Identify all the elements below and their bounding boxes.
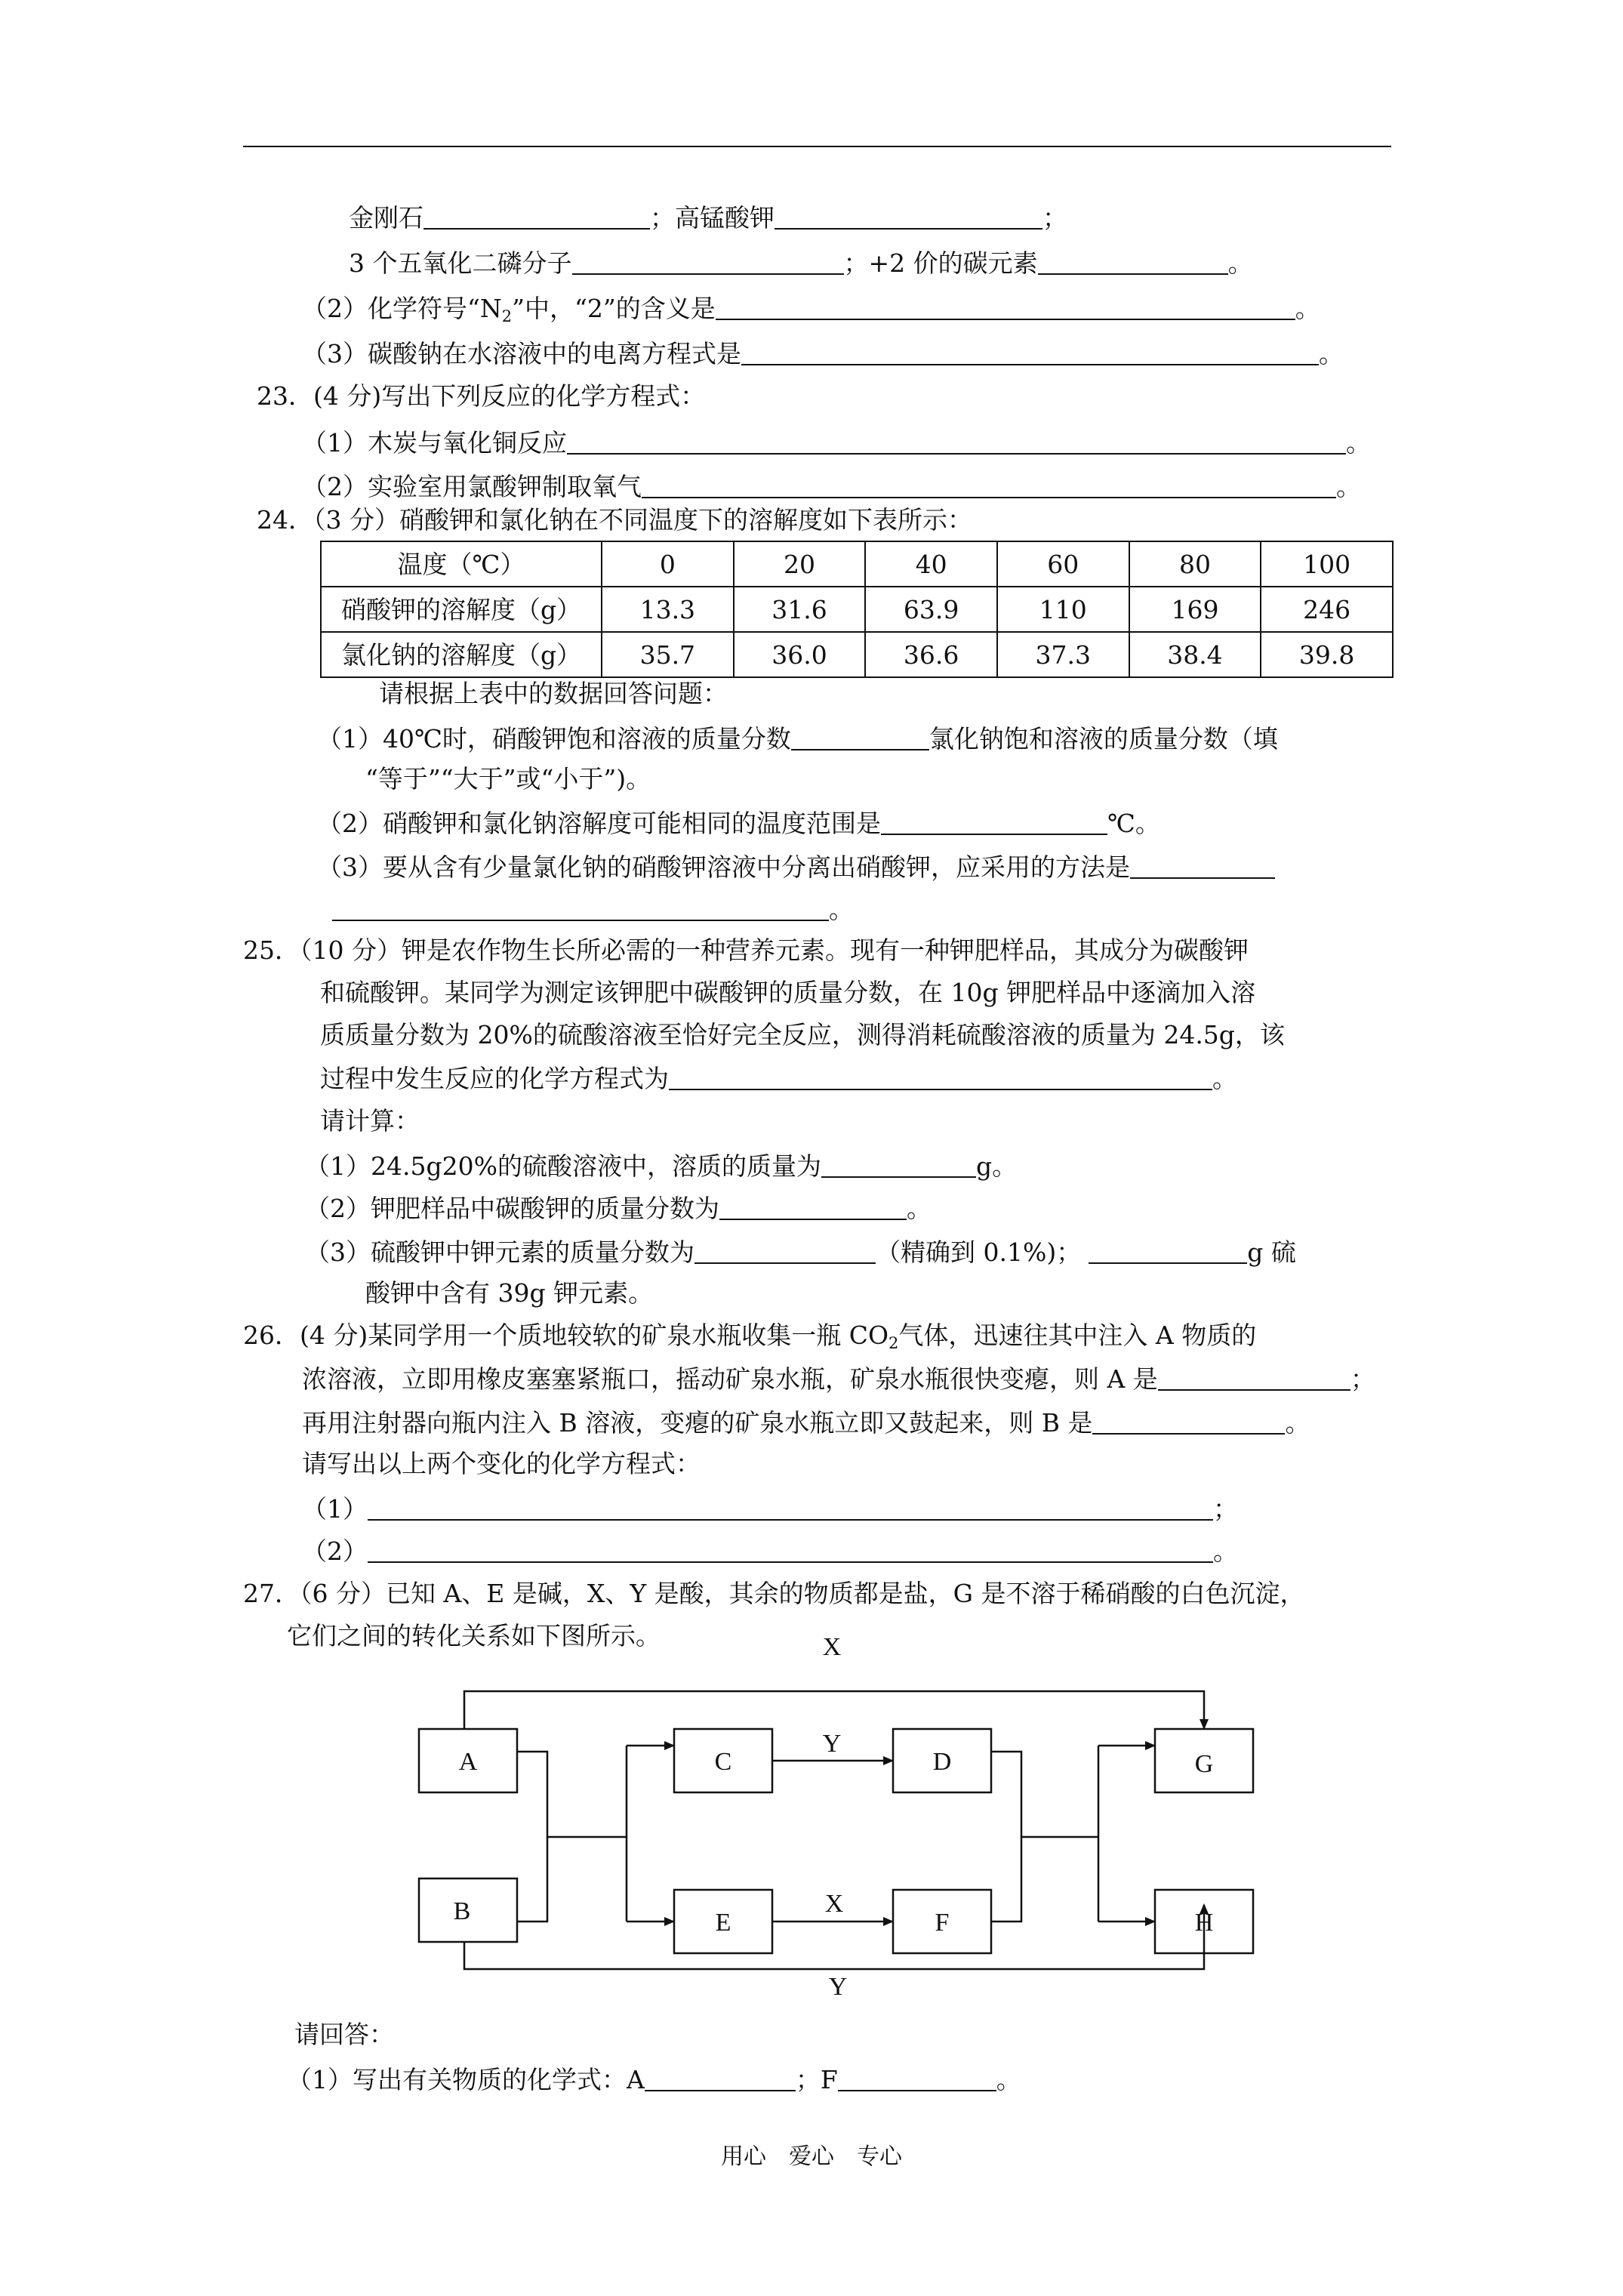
text: （1）24.5g20%的硫酸溶液中，溶质的质量为: [305, 1151, 821, 1181]
table-cell: 温度（℃）: [321, 541, 602, 587]
text: 高锰酸钾: [675, 203, 775, 233]
table-cell: 40: [865, 541, 997, 587]
text: （3）碳酸钠在水溶液中的电离方程式是: [302, 339, 741, 368]
table-cell: 20: [734, 541, 866, 587]
table-cell: 38.4: [1129, 632, 1261, 677]
table-cell: 0: [602, 541, 734, 587]
node-label-a: A: [458, 1748, 478, 1776]
text: 。: [1346, 428, 1371, 458]
node-label-c: C: [714, 1748, 732, 1776]
q25-line3: 质质量分数为 20%的硫酸溶液至恰好完全反应，测得消耗硫酸溶液的质量为 24.5g，该: [320, 1020, 1285, 1049]
table-cell: 35.7: [602, 632, 734, 677]
text: 再用注射器向瓶内注入 B 溶液，变瘪的矿泉水瓶立即又鼓起来，则 B 是: [302, 1408, 1093, 1438]
text: g。: [975, 1151, 1018, 1181]
q25-line1: 25．（10 分）钾是农作物生长所必需的一种营养元素。现有一种钾肥样品，其成分为碳酸钾: [243, 935, 1249, 965]
text: 3 个五氧化二磷分子: [349, 248, 572, 278]
table-cell: 硝酸钾的溶解度（g）: [321, 587, 602, 632]
text: 。: [907, 1194, 932, 1223]
q23-title: 23．(4 分)写出下列反应的化学方程式：: [257, 381, 706, 411]
text: ；: [1350, 1364, 1375, 1394]
text: ；: [1042, 203, 1067, 233]
q27-line1: 27．（6 分）已知 A、E 是碱，X、Y 是酸，其余的物质都是盐，G 是不溶于稀硝酸的白色沉淀，: [243, 1579, 1305, 1608]
text: 。: [1213, 1536, 1238, 1566]
text: （2）实验室用氯酸钾制取氧气: [302, 472, 642, 501]
text: ；F: [795, 2065, 838, 2094]
text: （3）硫酸钾中钾元素的质量分数为: [305, 1237, 694, 1267]
edge-ab-bracket: [517, 1752, 547, 1922]
table-cell: 80: [1129, 541, 1261, 587]
edge-label-c-to-d: Y: [822, 1730, 842, 1758]
node-label-f: F: [935, 1909, 950, 1937]
text: 。: [1227, 248, 1253, 278]
table-cell: 36.0: [734, 632, 866, 677]
q26-line4: 请写出以上两个变化的化学方程式：: [302, 1449, 701, 1478]
answer-blank[interactable]: [645, 2066, 796, 2091]
table-cell: 60: [997, 541, 1129, 587]
edge-label-e-to-f: X: [824, 1890, 844, 1918]
table-cell: 100: [1261, 541, 1393, 587]
text: ”中，“2”的含义是: [512, 294, 716, 323]
node-label-g: G: [1194, 1750, 1214, 1778]
text: 。: [996, 2065, 1021, 2094]
subscript: 2: [888, 1334, 899, 1352]
text: 过程中发生反应的化学方程式为: [320, 1064, 669, 1093]
table-cell: 13.3: [602, 587, 734, 632]
q25-calc-label: 请计算：: [320, 1106, 420, 1136]
text: 氯化钠饱和溶液的质量分数（填: [929, 724, 1278, 754]
text: +2 价的碳元素: [868, 248, 1038, 278]
text: 气体，迅速往其中注入 A 物质的: [898, 1321, 1257, 1350]
table-cell: 169: [1129, 587, 1261, 632]
node-label-b: B: [453, 1897, 471, 1925]
text: （1）写出有关物质的化学式：A: [287, 2065, 645, 2094]
text: 金刚石: [349, 203, 423, 233]
text: （2）: [302, 1536, 368, 1566]
q24-part1-line2: “等于”“大于”或“小于”)。: [365, 764, 651, 794]
q25-line2: 和硫酸钾。某同学为测定该钾肥中碳酸钾的质量分数，在 10g 钾肥样品中逐滴加入溶: [320, 978, 1256, 1007]
text: 。: [1285, 1408, 1310, 1438]
table-cell: 110: [997, 587, 1129, 632]
table-cell: 37.3: [997, 632, 1129, 677]
table-cell: 39.8: [1261, 632, 1393, 677]
text: 。: [1295, 294, 1320, 323]
edge-label-b-to-h: Y: [828, 1973, 848, 2001]
text: ；: [843, 248, 869, 278]
text: g 硫: [1247, 1237, 1296, 1267]
q25-part3-line2: 酸钾中含有 39g 钾元素。: [365, 1278, 654, 1308]
edge-a-to-g: [464, 1691, 1204, 1729]
q24-title: 24．（3 分）硝酸钾和氯化钠在不同温度下的溶解度如下表所示：: [257, 505, 972, 535]
subscript: 2: [501, 307, 513, 325]
text: 。: [1336, 472, 1361, 501]
edge-label-a-to-g: X: [822, 1633, 842, 1661]
text: （2）硝酸钾和氯化钠溶解度可能相同的温度范围是: [317, 809, 881, 838]
text: 浓溶液，立即用橡皮塞塞紧瓶口，摇动矿泉水瓶，矿泉水瓶很快变瘪，则 A 是: [302, 1364, 1158, 1394]
table-cell: 63.9: [865, 587, 997, 632]
text: ；: [650, 203, 675, 233]
answer-blank[interactable]: [838, 2066, 996, 2091]
text: （精确到 0.1%)；: [876, 1237, 1082, 1267]
table-cell: 31.6: [734, 587, 866, 632]
text: ℃。: [1107, 809, 1160, 838]
page-footer: 用心 爱心 专心: [721, 2143, 902, 2170]
q24-intro: 请根据上表中的数据回答问题：: [379, 679, 728, 708]
node-label-e: E: [715, 1909, 731, 1937]
text: 。: [1212, 1064, 1237, 1093]
table-cell: 氯化钠的溶解度（g）: [321, 632, 602, 677]
text: 26．(4 分)某同学用一个质地较软的矿泉水瓶收集一瓶 CO: [243, 1321, 889, 1350]
edge-df-bracket: [991, 1752, 1021, 1922]
table-cell: 246: [1261, 587, 1393, 632]
text: （1）木炭与氧化铜反应: [302, 428, 567, 458]
text: （1）40℃时，硝酸钾饱和溶液的质量分数: [317, 724, 791, 754]
table-cell: 36.6: [865, 632, 997, 677]
text: （1）: [302, 1494, 368, 1524]
q27-answer-intro: 请回答：: [294, 2020, 394, 2049]
text: （2）化学符号“N: [302, 294, 502, 323]
q27-line2: 它们之间的转化关系如下图所示。: [287, 1621, 661, 1650]
node-label-d: D: [932, 1748, 952, 1776]
q27-part1: [287, 2066, 1021, 2092]
text: （2）钾肥样品中碳酸钾的质量分数为: [305, 1194, 719, 1223]
text: 。: [829, 895, 854, 924]
text: 。: [1319, 339, 1344, 368]
text: ；: [1213, 1494, 1238, 1524]
node-label-h: H: [1194, 1909, 1214, 1937]
text: （3）要从含有少量氯化钠的硝酸钾溶液中分离出硝酸钾，应采用的方法是: [317, 852, 1130, 882]
